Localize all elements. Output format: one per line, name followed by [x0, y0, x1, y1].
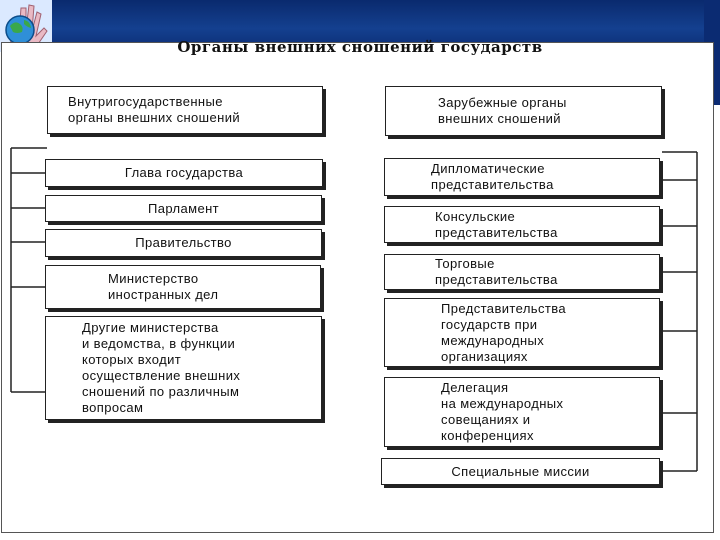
- diplomatic-missions-label: Дипломатические представительства: [431, 161, 554, 192]
- head-of-state-label: Глава государства: [124, 165, 244, 180]
- intl-org-missions-box: [384, 298, 660, 367]
- foreign-ministry-label: Министерство иностранных дел: [108, 271, 219, 302]
- parliament-label: Парламент: [147, 200, 220, 216]
- special-missions-label: Специальные миссии: [451, 463, 590, 479]
- special-missions-box: [381, 458, 660, 485]
- head-of-state-box: [45, 159, 323, 187]
- diagram-title: Органы внешних сношений государств: [177, 38, 543, 56]
- foreign-ministry-box: [45, 265, 321, 309]
- foreign-organs-header-label: Зарубежные органы внешних сношений: [438, 95, 567, 126]
- domestic-organs-header: [47, 86, 323, 134]
- diplomatic-missions-box: [384, 158, 660, 196]
- domestic-organs-header-label: Внутригосударственные органы внешних сношений: [68, 94, 241, 125]
- parliament-box: [45, 195, 322, 222]
- other-ministries-label: Другие министерства и ведомства, в функции которых входит осуществление внешних сношений по различным вопросам: [82, 320, 241, 415]
- trade-missions-label: Торговые представительства: [435, 256, 558, 287]
- conference-delegation-label: Делегация на международных совещаниях и конференциях: [441, 380, 564, 443]
- government-box: [45, 229, 322, 257]
- conference-delegation-box: [384, 377, 660, 447]
- government-label: Правительство: [135, 235, 232, 250]
- foreign-organs-header: [385, 86, 662, 136]
- consular-missions-box: [384, 206, 660, 243]
- consular-missions-label: Консульские представительства: [435, 208, 558, 240]
- other-ministries-box: [45, 316, 322, 420]
- intl-org-missions-label: Представительства государств при международных организациях: [441, 300, 567, 364]
- trade-missions-box: [384, 254, 660, 290]
